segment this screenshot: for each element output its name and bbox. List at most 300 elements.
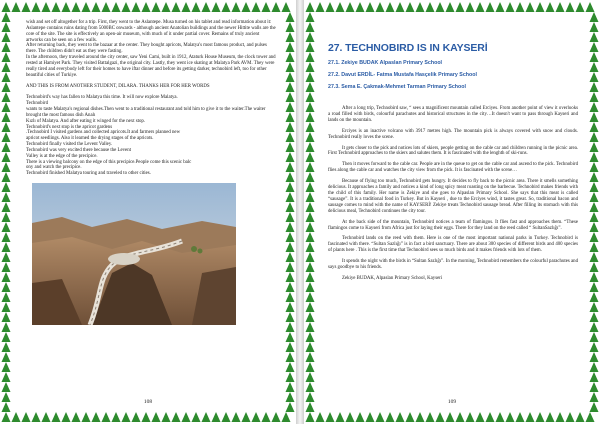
tree-icon [336,2,345,12]
paragraph: Technobird lands on the reed with them. Here is one of the most important national parks in Turkey. Technobird is fascinated with there. “Sultan Sazlığı” is in fact a bird sanctuary. There are about 300 species of different birds and 400 species of plants here . This is the first time that Technobird sees so much birds and it makes friends with lots of them. [328,236,578,254]
tree-icon [590,222,599,232]
paragraph: ony and watch the precipice. [26,165,82,171]
tree-icon [202,2,211,12]
tree-icon [286,202,295,212]
tree-icon [396,2,405,12]
tree-icon [590,192,599,202]
paragraph: Technobird was very excited there because the Levent [26,147,131,153]
tree-icon [72,2,81,12]
tree-icon [536,2,545,12]
tree-icon [2,132,11,142]
tree-icon [316,412,325,422]
tree-icon [526,2,535,12]
tree-icon [546,412,555,422]
tree-icon [232,2,241,12]
tree-icon [32,2,41,12]
tree-icon [62,412,71,422]
tree-icon [2,62,11,72]
paragraph: apricot seedlings. Also it learned the drying stages of the apricots. [26,136,154,142]
tree-icon [2,402,11,412]
tree-icon [416,412,425,422]
tree-icon [306,332,315,342]
tree-icon [286,52,295,62]
tree-icon [286,172,295,182]
tree-icon [306,352,315,362]
tree-icon [2,82,11,92]
tree-icon [222,412,231,422]
tree-icon [286,212,295,222]
tree-icon [586,412,595,422]
tree-icon [306,112,315,122]
tree-icon [2,52,11,62]
tree-icon [406,412,415,422]
tree-icon [306,2,315,12]
tree-icon [306,392,315,402]
tree-icon [272,2,281,12]
tree-icon [306,32,315,42]
tree-icon [72,412,81,422]
tree-icon [286,192,295,202]
tree-icon [590,112,599,122]
tree-icon [376,412,385,422]
paragraph: Erciyes is an inactive volcano with 3917 metres high. The mountain pick is always covered with snow and clouds. Technobird really loves the scene. [328,128,578,140]
tree-icon [286,152,295,162]
tree-icon [590,42,599,52]
tree-icon [590,272,599,282]
tree-icon [152,2,161,12]
tree-icon [286,92,295,102]
page-number: 108 [143,399,153,405]
tree-icon [2,282,11,292]
tree-icon [476,412,485,422]
tree-icon [590,82,599,92]
tree-icon [566,2,575,12]
tree-icon [22,2,31,12]
tree-icon [306,382,315,392]
tree-icon [182,2,191,12]
tree-icon [286,362,295,372]
tree-icon [286,302,295,312]
tree-icon [2,192,11,202]
tree-icon [142,2,151,12]
tree-icon [286,242,295,252]
tree-icon [346,2,355,12]
tree-icon [306,12,315,22]
tree-icon [306,62,315,72]
paragraph: Technobird's next stop is the apricot gardens [26,124,113,130]
tree-icon [590,52,599,62]
tree-icon [262,2,271,12]
tree-icon [306,292,315,302]
paragraph: Valley is at the edge of the precipice. [26,153,98,159]
tree-icon [326,412,335,422]
tree-icon [2,32,11,42]
tree-icon [286,232,295,242]
tree-icon [2,202,11,212]
school-credit: 27.3. Sema E. Çakmak-Mehmet Tarman Primary School [328,84,466,90]
tree-icon [590,162,599,172]
tree-icon [590,12,599,22]
tree-icon [590,202,599,212]
tree-icon [2,412,11,422]
tree-icon [2,252,11,262]
paragraph: After a long trip, Technobird saw, “ sees a magnificent mountain called Erciyes. From another point of view it overlooks a road filled with birds, colourful parachutes and historical structures in the city…It doesn't want to pass through Kayseri and lands on the mountain. [328,106,578,123]
tree-icon [2,72,11,82]
tree-icon [316,2,325,12]
chapter-title: 27. TECHNOBIRD IS IN KAYSERİ [328,42,488,54]
right-page [304,0,600,424]
tree-icon [590,252,599,262]
left-page-text [26,20,276,330]
tree-icon [306,92,315,102]
tree-icon [590,72,599,82]
tree-icon [286,262,295,272]
tree-icon [306,222,315,232]
tree-icon [590,102,599,112]
tree-icon [590,262,599,272]
tree-icon [286,122,295,132]
tree-icon [286,352,295,362]
tree-icon [426,412,435,422]
tree-icon [286,32,295,42]
tree-icon [286,252,295,262]
tree-icon [590,352,599,362]
tree-icon [286,102,295,112]
tree-icon [286,322,295,332]
tree-icon [346,412,355,422]
school-credit: 27.2. Davut ERDİL- Fatma Mustafa Hasçelik Primary School [328,72,477,78]
tree-icon [2,2,11,12]
tree-icon [2,342,11,352]
tree-icon [590,122,599,132]
tree-icon [2,362,11,372]
tree-icon [132,2,141,12]
tree-icon [306,122,315,132]
tree-icon [590,142,599,152]
tree-icon [286,62,295,72]
tree-icon [406,2,415,12]
tree-icon [590,382,599,392]
paragraph: Then it moves forward to the cable car. People are in the queue to get on the cable car and ascend to the pick. Technobird flies along the cable car and watches the city view from the pick. It is fascinated with the scene… [328,162,578,174]
paragraph: Zekiye BUDAK, Alpaslan Primary School, Kayseri [342,275,443,281]
tree-icon [306,262,315,272]
tree-icon [306,412,315,422]
tree-icon [590,22,599,32]
tree-icon [590,212,599,222]
tree-icon [366,2,375,12]
tree-icon [286,72,295,82]
tree-icon [566,412,575,422]
tree-icon [496,2,505,12]
tree-icon [2,22,11,32]
tree-icon [590,302,599,312]
tree-icon [396,412,405,422]
tree-icon [556,2,565,12]
tree-icon [306,82,315,92]
tree-icon [486,2,495,12]
tree-icon [456,412,465,422]
tree-icon [590,332,599,342]
tree-icon [2,162,11,172]
tree-icon [590,402,599,412]
tree-icon [82,2,91,12]
tree-icon [306,212,315,222]
tree-icon [286,332,295,342]
tree-icon [306,102,315,112]
tree-icon [122,412,131,422]
tree-icon [306,372,315,382]
tree-icon [2,42,11,52]
tree-icon [376,2,385,12]
paragraph: At the back side of the mountain, Technobird notices a team of flamingos. It flies fast and approaches them. “These flamingos come to Kayseri from Africa just for laying their eggs. There for they land on the reed called “ SultanSazlığı”. [328,219,578,231]
tree-icon [306,142,315,152]
tree-icon [546,2,555,12]
tree-icon [2,92,11,102]
tree-icon [286,22,295,32]
tree-icon [272,412,281,422]
tree-icon [286,282,295,292]
tree-icon [2,222,11,232]
tree-icon [586,2,595,12]
tree-icon [282,2,291,12]
tree-icon [286,162,295,172]
tree-icon [306,72,315,82]
left-page [0,0,296,424]
tree-icon [590,292,599,302]
tree-icon [132,412,141,422]
tree-icon [252,2,261,12]
tree-icon [2,312,11,322]
tree-icon [426,2,435,12]
tree-icon [82,412,91,422]
tree-icon [526,412,535,422]
tree-icon [286,82,295,92]
tree-icon [42,412,51,422]
tree-icon [102,412,111,422]
paragraph: .Technobird I visited gardens and collected apricots.It and farmers planned new [26,130,181,136]
tree-icon [590,232,599,242]
tree-icon [306,152,315,162]
paragraph: There is a viewing balcony on the edge of this precipice.People come this scenic balc [26,159,192,165]
tree-icon [590,92,599,102]
tree-icon [306,242,315,252]
tree-icon [286,392,295,402]
tree-icon [516,2,525,12]
paragraph: It gets closer to the pick and notices lots of skiers, people getting on the cable car and children running in the picnic area. First Technobird approaches to the skiers and salutes them. It is fascinated with the lenghth of ski-runs. [328,145,578,157]
tree-icon [222,2,231,12]
tree-icon [2,142,11,152]
tree-icon [262,412,271,422]
tree-icon [576,412,585,422]
tree-icon [356,2,365,12]
tree-icon [590,32,599,42]
tree-icon [590,182,599,192]
tree-icon [252,412,261,422]
tree-icon [356,412,365,422]
tree-icon [2,332,11,342]
tree-icon [516,412,525,422]
tree-icon [306,192,315,202]
tree-icon [12,2,21,12]
tree-icon [92,412,101,422]
tree-icon [286,12,295,22]
paragraph: wants to taste Malatya's regional dishes.Then went to a traditional restaurant and told him to give it to the waiter.The waiter brought the most famous dish Analı [26,106,266,118]
tree-icon [2,322,11,332]
tree-icon [590,172,599,182]
tree-icon [386,412,395,422]
tree-icon [496,412,505,422]
paragraph: Technobird finished Malatya touring and traveled to other cities. [26,171,151,177]
tree-icon [306,42,315,52]
paragraph: wish and set off altogether for a trip. First, they went to the Aslantepe. Musa turned on his tablet and read information about it: Aslantepe contains ruins dating from 5000BC onwards - although ancient Anatolian buildings and the newer Hittite walls are the core of the site. The site is effectively an open-air museum, with much of it under partial cover. Remains of truly ancient artworks can be seen on a few walls. [26,20,276,43]
tree-icon [152,412,161,422]
paragraph: In the afternoon, they traveled around the city center, saw Yeni Cami, built in 1912, Ataturk House Museum, the clock tower and rested at Hamiyet Park. They visited Battalgazi, the original city. Lastly, they went ice skating at Malatya Park AVM. They were really tired and everybody left for their homes to have iftar dinner and before its getting darker, technobird left, too for other beautiful cities of Turkiye. [26,55,276,78]
tree-icon [102,2,111,12]
tree-icon [456,2,465,12]
tree-icon [32,412,41,422]
tree-icon [286,372,295,382]
tree-icon [286,132,295,142]
tree-icon [366,412,375,422]
tree-icon [306,52,315,62]
tree-icon [286,312,295,322]
tree-icon [306,252,315,262]
tree-icon [286,222,295,232]
tree-icon [286,382,295,392]
tree-icon [286,112,295,122]
tree-icon [590,342,599,352]
tree-icon [306,342,315,352]
tree-icon [2,262,11,272]
tree-icon [172,412,181,422]
tree-icon [286,272,295,282]
tree-icon [2,242,11,252]
tree-icon [326,2,335,12]
tree-icon [436,2,445,12]
tree-icon [286,182,295,192]
tree-icon [466,412,475,422]
tree-icon [386,2,395,12]
paragraph: It spends the night with the birds in “Sultan Sazlığı”. In the morning, Technobird remembers the colourful parachutes and says goodbye to his friends. [328,259,578,271]
tree-icon [286,342,295,352]
tree-icon [590,242,599,252]
tree-icon [306,232,315,242]
tree-icon [536,412,545,422]
tree-icon [306,282,315,292]
tree-icon [590,132,599,142]
paragraph: Technobird [26,101,48,107]
tree-icon [306,162,315,172]
tree-icon [2,292,11,302]
tree-icon [590,362,599,372]
tree-icon [590,62,599,72]
tree-icon [590,322,599,332]
tree-icon [336,412,345,422]
paragraph: Because of flying too much, Technobird gets hungry. It decides to fly back to the picnic area. There it smells something delicious. It approaches a family and notices a kind of long spicy meat roasting on the barbecue. Technobird makes friends with the child of this family. Her name is Zekiye and she goes to Alpaslan Primary School. She says that this meat is called “sausage”. It is a traditional food in Turkey. But in Kayseri , due to the Erciyes wind, it tastes great. So, traditional bacon and sausage comes to mind with the name of KAYSERİ! Zekiye treats Technobird sausage bread. After filling its stomach with this delicious meal, Technobird continues the city tour. [328,179,578,214]
school-credit: 27.1. Zekiye BUDAK Alpaslan Primary School [328,60,443,66]
tree-icon [2,232,11,242]
tree-icon [192,2,201,12]
tree-icon [466,2,475,12]
tree-icon [286,292,295,302]
tree-icon [286,142,295,152]
levent-valley-photo [32,183,236,325]
tree-icon [306,172,315,182]
paragraph: After returning back, they went to the bazaar at the center. They bought apricots, Malatya's most famous product, and pulses there. The children didn't eat as they were fasting. [26,43,267,55]
tree-icon [306,402,315,412]
tree-icon [12,412,21,422]
paragraph: Kızlı of Malatya. And after eating it winged for the next stop. [26,118,146,124]
tree-icon [2,152,11,162]
tree-icon [506,412,515,422]
tree-icon [436,412,445,422]
tree-icon [52,412,61,422]
tree-icon [182,412,191,422]
tree-icon [2,122,11,132]
tree-icon [162,412,171,422]
tree-icon [2,392,11,402]
tree-icon [306,322,315,332]
tree-icon [306,272,315,282]
tree-icon [306,22,315,32]
tree-icon [142,412,151,422]
tree-icon [590,282,599,292]
tree-icon [556,412,565,422]
tree-icon [2,102,11,112]
tree-icon [416,2,425,12]
tree-icon [286,42,295,52]
tree-icon [306,362,315,372]
tree-icon [2,372,11,382]
right-page-text [328,20,578,282]
tree-icon [2,112,11,122]
tree-icon [590,392,599,402]
tree-icon [112,412,121,422]
paragraph: Technobird's way has fallen to Malatya this time. It will now explore Malatya. [26,95,178,101]
tree-icon [486,412,495,422]
tree-icon [212,2,221,12]
tree-icon [306,182,315,192]
tree-icon [42,2,51,12]
tree-icon [242,412,251,422]
tree-icon [112,2,121,12]
tree-icon [162,2,171,12]
tree-icon [576,2,585,12]
tree-icon [446,412,455,422]
tree-icon [286,402,295,412]
tree-icon [2,272,11,282]
tree-icon [306,302,315,312]
tree-icon [306,312,315,322]
tree-icon [2,382,11,392]
tree-icon [172,2,181,12]
tree-icon [446,2,455,12]
tree-icon [232,412,241,422]
tree-icon [2,182,11,192]
tree-icon [2,212,11,222]
tree-icon [202,412,211,422]
tree-icon [62,2,71,12]
tree-icon [476,2,485,12]
paragraph: Technobird finally visited the Levent Valley. [26,142,113,148]
tree-icon [242,2,251,12]
tree-icon [212,412,221,422]
tree-icon [2,352,11,362]
tree-icon [590,372,599,382]
tree-icon [52,2,61,12]
tree-icon [92,2,101,12]
tree-icon [506,2,515,12]
